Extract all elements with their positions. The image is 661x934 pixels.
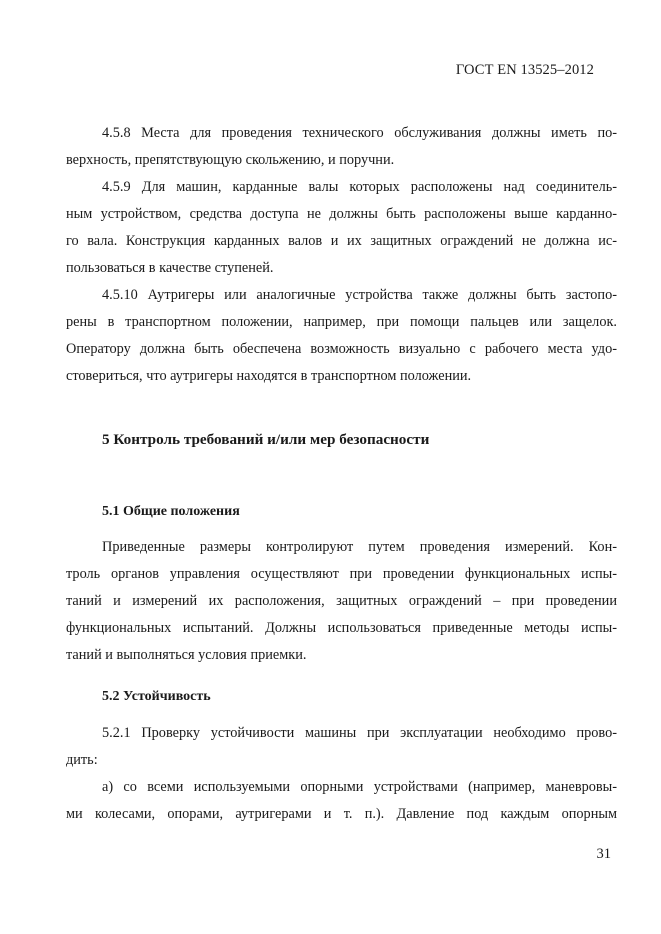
paragraph-5-2-1	[66, 720, 617, 774]
text-line: пользоваться в качестве ступеней.	[66, 260, 274, 276]
text-line: 4.5.10 Аутригеры или аналогичные устройства также должны быть застопо-	[102, 287, 617, 303]
text-line: верхность, препятствующую скольжению, и поручни.	[66, 152, 395, 168]
section-5-1-heading: 5.1 Общие положения	[102, 504, 240, 519]
paragraph-4-5-10	[66, 282, 617, 390]
text-line: ным устройством, средства доступа не должны быть расположены выше карданно-	[66, 206, 617, 222]
section-5-heading: 5 Контроль требований и/или мер безопасности	[102, 431, 430, 448]
text-line: дить:	[66, 752, 98, 768]
text-line: 4.5.8 Места для проведения технического обслуживания должны иметь по-	[102, 125, 617, 141]
standard-code: ГОСТ EN 13525–2012	[455, 62, 594, 78]
text-line: 5.2.1 Проверку устойчивости машины при эксплуатации необходимо прово-	[102, 725, 617, 741]
text-line: го вала. Конструкция карданных валов и их защитных ограждений не должна ис-	[66, 233, 617, 249]
document-header	[456, 62, 594, 79]
document-body	[66, 120, 617, 828]
paragraph-4-5-8	[66, 120, 617, 174]
text-line: Оператору должна быть обеспечена возможность визуально с рабочего места удо-	[66, 341, 617, 357]
text-line: троль органов управления осуществляют при проведении функциональных испы-	[66, 566, 617, 582]
paragraph-4-5-9	[66, 174, 617, 282]
text-line: стовериться, что аутригеры находятся в транспортном положении.	[66, 368, 472, 384]
text-line: Приведенные размеры контролируют путем проведения измерений. Кон-	[102, 539, 617, 555]
text-line: таний и выполняться условия приемки.	[66, 647, 307, 663]
text-line: а) со всеми используемыми опорными устройствами (например, маневровы-	[102, 779, 617, 795]
text-line: ми колесами, опорами, аутригерами и т. п.). Давление под каждым опорным	[66, 806, 617, 822]
text-line: рены в транспортном положении, например, при помощи пальцев или защелок.	[66, 314, 617, 330]
text-line: функциональных испытаний. Должны использоваться приведенные методы испы-	[66, 620, 617, 636]
section-5-2-heading: 5.2 Устойчивость	[102, 689, 211, 704]
page-number: 31	[596, 846, 611, 862]
text-line: таний и измерений их расположения, защитных ограждений – при проведении	[66, 593, 617, 609]
paragraph-5-2-1-a	[66, 774, 617, 828]
paragraph-5-1	[66, 534, 617, 669]
text-line: 4.5.9 Для машин, карданные валы которых расположены над соединитель-	[102, 179, 617, 195]
